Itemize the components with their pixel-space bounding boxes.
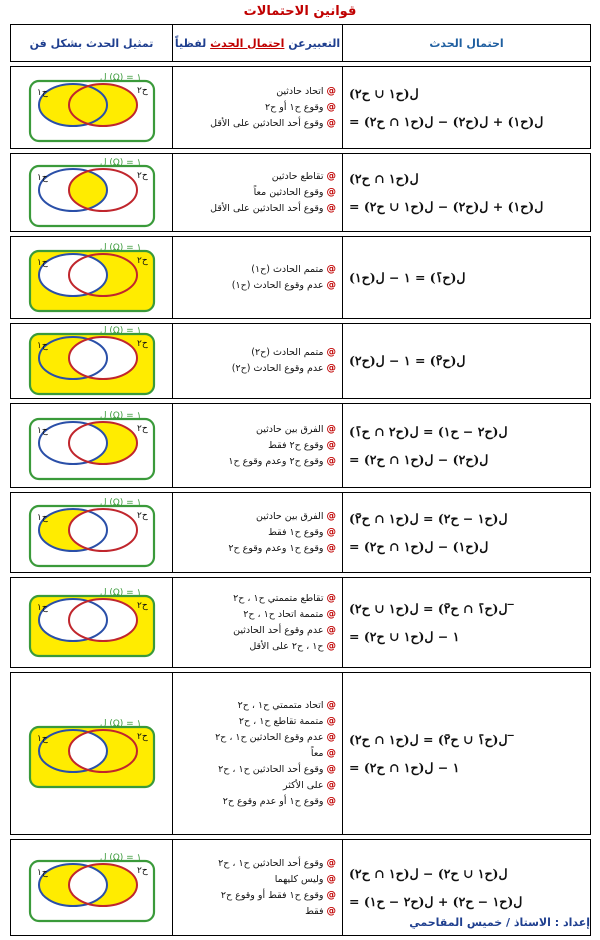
formula-cell bbox=[343, 67, 591, 149]
formula-cell bbox=[343, 578, 591, 668]
venn-diagram bbox=[27, 851, 157, 925]
formula-line: ل(ح̄١ ∩ ح̄٢) = ل(ح١ ∪ ح٢)‾ bbox=[349, 600, 514, 616]
bullet-at: @ bbox=[326, 731, 336, 743]
formula-line: = ١ − ل(ح١ ∩ ح٢) bbox=[349, 759, 460, 775]
venn-diagram bbox=[27, 496, 157, 570]
verbal-text: اتحاد متممتي ح١ ، ح٢ bbox=[237, 699, 324, 711]
formula-cell bbox=[343, 237, 591, 319]
header-verbal-suffix: لفظياً bbox=[174, 36, 207, 50]
verbal-line bbox=[175, 623, 336, 639]
verbal-cell bbox=[173, 673, 343, 835]
author-credit: إعداد : الاستاذ / خميس المقاحمي bbox=[409, 916, 590, 929]
verbal-line bbox=[175, 778, 336, 794]
bullet-at: @ bbox=[326, 905, 336, 917]
formula-line: ل(ح٢ − ح١) = ل(ح٢ ∩ ح̄١) bbox=[349, 423, 508, 439]
set-a-label: ح١ bbox=[36, 257, 48, 268]
set-b-label: ح٢ bbox=[136, 600, 148, 611]
formula-line: ل(ح١ − ح٢) = ل(ح١ ∩ ح̄٢) bbox=[349, 510, 508, 526]
verbal-text: تقاطع حادثين bbox=[271, 170, 324, 182]
venn-diagram bbox=[27, 717, 157, 791]
bullet-at: @ bbox=[326, 279, 336, 291]
sample-space-label: ل (Ω) = ١ bbox=[99, 587, 141, 598]
set-a-label: ح١ bbox=[36, 867, 48, 878]
verbal-line bbox=[175, 856, 336, 872]
verbal-text: وقوع ح٢ وعدم وقوع ح١ bbox=[228, 455, 324, 467]
verbal-text: متمم الحادث (ح٢) bbox=[251, 347, 324, 358]
set-b-label: ح٢ bbox=[136, 255, 148, 266]
bullet-at: @ bbox=[326, 85, 336, 97]
verbal-line bbox=[175, 525, 336, 541]
verbal-text: عدم وقوع الحادث (ح٢) bbox=[231, 363, 324, 374]
formula-line: ل(ح̄١ ∪ ح̄٢) = ل(ح١ ∩ ح٢)‾ bbox=[349, 731, 514, 747]
verbal-line bbox=[175, 541, 336, 557]
bullet-at: @ bbox=[326, 640, 336, 652]
bullet-at: @ bbox=[326, 857, 336, 869]
sample-space-label: ل (Ω) = ١ bbox=[99, 410, 141, 421]
formula-line: ل(ح١ ∩ ح٢) bbox=[349, 170, 419, 186]
verbal-text: وقوع ح١ أو عدم وقوع ح٢ bbox=[222, 795, 324, 807]
set-b-label: ح٢ bbox=[136, 339, 148, 349]
verbal-line bbox=[175, 169, 336, 185]
verbal-text: تقاطع متممتي ح١ ، ح٢ bbox=[233, 592, 324, 604]
verbal-text: وقوع ح١ وعدم وقوع ح٢ bbox=[228, 542, 324, 554]
rule-row bbox=[11, 404, 591, 488]
verbal-text: فقط bbox=[305, 905, 324, 917]
verbal-text: ح١ ، ح٢ على الأقل bbox=[249, 640, 324, 652]
bullet-at: @ bbox=[326, 542, 336, 554]
venn-diagram bbox=[27, 71, 157, 145]
formula-line: ل(ح١ ∪ ح٢) − ل(ح١ ∩ ح٢) bbox=[349, 865, 508, 881]
rule-row bbox=[11, 673, 591, 835]
venn-diagram bbox=[27, 156, 157, 230]
verbal-text: وقوع أحد الحادثين على الأقل bbox=[210, 117, 324, 129]
verbal-text: متممة تقاطع ح١ ، ح٢ bbox=[238, 715, 324, 727]
bullet-at: @ bbox=[326, 763, 336, 775]
verbal-cell bbox=[173, 237, 343, 319]
verbal-text: وليس كليهما bbox=[274, 873, 324, 885]
formula-line: = ل(ح١) − ل(ح١ ∩ ح٢) bbox=[349, 538, 489, 554]
bullet-at: @ bbox=[326, 592, 336, 604]
verbal-text: اتحاد حادثين bbox=[276, 85, 324, 97]
set-a-label: ح١ bbox=[36, 341, 48, 351]
rule-row bbox=[11, 67, 591, 149]
venn-cell bbox=[11, 673, 173, 835]
formula-line: = ١ − ل(ح١ ∪ ح٢) bbox=[349, 628, 460, 644]
sample-space-label: ل (Ω) = ١ bbox=[99, 157, 141, 168]
set-b-label: ح٢ bbox=[136, 731, 148, 742]
verbal-line bbox=[175, 888, 336, 904]
rule-row bbox=[11, 493, 591, 573]
venn-cell bbox=[11, 154, 173, 232]
bullet-at: @ bbox=[326, 263, 336, 275]
verbal-text: عدم وقوع أحد الحادثين bbox=[233, 624, 324, 636]
set-a-label: ح١ bbox=[36, 733, 48, 744]
header-verbal bbox=[173, 25, 343, 62]
verbal-text: وقوع الحادثين معاً bbox=[253, 186, 324, 198]
verbal-line bbox=[175, 746, 336, 762]
verbal-text: الفرق بين حادثين bbox=[256, 510, 324, 522]
set-b-label: ح٢ bbox=[136, 865, 148, 876]
bullet-at: @ bbox=[326, 526, 336, 538]
verbal-cell bbox=[173, 404, 343, 488]
verbal-line bbox=[175, 201, 336, 217]
formula-line: ل(ح̄٢) = ١ − ل(ح٢) bbox=[349, 353, 466, 368]
verbal-line bbox=[175, 438, 336, 454]
verbal-cell bbox=[173, 154, 343, 232]
venn-cell bbox=[11, 67, 173, 149]
formula-line: ل(ح̄١) = ١ − ل(ح١) bbox=[349, 269, 466, 285]
formula-line: = ل(ح١) + ل(ح٢) − ل(ح١ ∩ ح٢) bbox=[349, 113, 544, 129]
verbal-line bbox=[175, 278, 336, 294]
bullet-at: @ bbox=[326, 779, 336, 791]
bullet-at: @ bbox=[326, 202, 336, 214]
verbal-text: متمم الحادث (ح١) bbox=[251, 263, 324, 275]
verbal-line bbox=[175, 639, 336, 655]
formula-cell bbox=[343, 404, 591, 488]
venn-diagram bbox=[27, 586, 157, 660]
verbal-line bbox=[175, 698, 336, 714]
bullet-at: @ bbox=[326, 170, 336, 182]
verbal-cell bbox=[173, 324, 343, 399]
venn-cell bbox=[11, 493, 173, 573]
verbal-line bbox=[175, 361, 336, 377]
verbal-line bbox=[175, 116, 336, 132]
bullet-at: @ bbox=[326, 608, 336, 620]
set-b-label: ح٢ bbox=[136, 170, 148, 181]
formula-cell bbox=[343, 324, 591, 399]
verbal-text: وقوع ح١ أو ح٢ bbox=[265, 101, 324, 113]
bullet-at: @ bbox=[326, 889, 336, 901]
bullet-at: @ bbox=[326, 186, 336, 198]
verbal-line bbox=[175, 714, 336, 730]
header-verbal-highlight: احتمال الحدث bbox=[210, 36, 285, 50]
bullet-at: @ bbox=[326, 101, 336, 113]
formula-line: = ل(ح١) + ل(ح٢) − ل(ح١ ∪ ح٢) bbox=[349, 198, 544, 214]
header-verbal-prefix: التعبيرعن bbox=[288, 36, 341, 50]
bullet-at: @ bbox=[326, 624, 336, 636]
set-b-label: ح٢ bbox=[136, 510, 148, 521]
rule-row bbox=[11, 324, 591, 399]
verbal-line bbox=[175, 84, 336, 100]
verbal-text: وقوع أحد الحادثين ح١ ، ح٢ bbox=[218, 857, 324, 869]
set-a-label: ح١ bbox=[36, 425, 48, 436]
verbal-line bbox=[175, 591, 336, 607]
bullet-at: @ bbox=[326, 439, 336, 451]
verbal-text: وقوع ح٢ فقط bbox=[268, 439, 324, 451]
set-a-label: ح١ bbox=[36, 602, 48, 613]
sample-space-label: ل (Ω) = ١ bbox=[99, 326, 141, 336]
verbal-text: وقوع أحد الحادثين على الأقل bbox=[210, 202, 324, 214]
verbal-cell bbox=[173, 67, 343, 149]
verbal-line bbox=[175, 262, 336, 278]
bullet-at: @ bbox=[326, 699, 336, 711]
sample-space-label: ل (Ω) = ١ bbox=[99, 497, 141, 508]
formula-cell bbox=[343, 673, 591, 835]
bullet-at: @ bbox=[326, 423, 336, 435]
venn-cell bbox=[11, 237, 173, 319]
rule-row bbox=[11, 578, 591, 668]
venn-diagram bbox=[27, 324, 157, 398]
verbal-line bbox=[175, 872, 336, 888]
verbal-line bbox=[175, 100, 336, 116]
set-a-label: ح١ bbox=[36, 512, 48, 523]
formula-line: = ل(ح٢) − ل(ح١ ∩ ح٢) bbox=[349, 451, 489, 467]
sample-space-label: ل (Ω) = ١ bbox=[99, 242, 141, 253]
verbal-line bbox=[175, 794, 336, 810]
bullet-at: @ bbox=[326, 455, 336, 467]
header-formula: احتمال الحدث bbox=[343, 25, 591, 62]
formula-line: = ل(ح١ − ح٢) + ل(ح٢ − ح١) bbox=[349, 893, 523, 909]
rule-row bbox=[11, 237, 591, 319]
sample-space-label: ل (Ω) = ١ bbox=[99, 718, 141, 729]
verbal-line bbox=[175, 730, 336, 746]
bullet-at: @ bbox=[326, 347, 336, 358]
bullet-at: @ bbox=[326, 510, 336, 522]
bullet-at: @ bbox=[326, 363, 336, 374]
bullet-at: @ bbox=[326, 715, 336, 727]
verbal-cell bbox=[173, 493, 343, 573]
verbal-line bbox=[175, 454, 336, 470]
probability-rules-table bbox=[10, 24, 591, 936]
verbal-text: وقوع ح١ فقط bbox=[268, 526, 324, 538]
verbal-line bbox=[175, 762, 336, 778]
header-diagram: تمثيل الحدث بشكل فن bbox=[11, 25, 173, 62]
venn-diagram bbox=[27, 409, 157, 483]
formula-line: ل(ح١ ∪ ح٢) bbox=[349, 85, 419, 101]
venn-cell bbox=[11, 578, 173, 668]
venn-cell bbox=[11, 404, 173, 488]
set-a-label: ح١ bbox=[36, 172, 48, 183]
bullet-at: @ bbox=[326, 873, 336, 885]
verbal-text: عدم وقوع الحادثين ح١ ، ح٢ bbox=[215, 731, 324, 743]
verbal-text: متممة اتحاد ح١ ، ح٢ bbox=[243, 608, 324, 620]
sample-space-label: ل (Ω) = ١ bbox=[99, 72, 141, 83]
set-b-label: ح٢ bbox=[136, 85, 148, 96]
bullet-at: @ bbox=[326, 117, 336, 129]
verbal-text: وقوع أحد الحادثين ح١ ، ح٢ bbox=[218, 763, 324, 775]
verbal-line bbox=[175, 345, 336, 361]
verbal-cell bbox=[173, 578, 343, 668]
venn-cell bbox=[11, 324, 173, 399]
set-b-label: ح٢ bbox=[136, 423, 148, 434]
verbal-line bbox=[175, 422, 336, 438]
rule-row bbox=[11, 154, 591, 232]
formula-cell bbox=[343, 493, 591, 573]
page-title: قوانين الاحتمالات bbox=[243, 4, 357, 19]
sample-space-label: ل (Ω) = ١ bbox=[99, 852, 141, 863]
verbal-line bbox=[175, 509, 336, 525]
bullet-at: @ bbox=[326, 795, 336, 807]
verbal-line bbox=[175, 607, 336, 623]
verbal-text: عدم وقوع الحادث (ح١) bbox=[231, 279, 324, 291]
formula-cell bbox=[343, 154, 591, 232]
verbal-line bbox=[175, 185, 336, 201]
bullet-at: @ bbox=[326, 747, 336, 759]
verbal-text: على الأكثر bbox=[283, 779, 324, 791]
venn-diagram bbox=[27, 241, 157, 315]
verbal-text: الفرق بين حادثين bbox=[256, 423, 324, 435]
set-a-label: ح١ bbox=[36, 87, 48, 98]
verbal-text: معاً bbox=[310, 747, 324, 759]
verbal-text: وقوع ح١ فقط أو وقوع ح٢ bbox=[220, 889, 324, 901]
